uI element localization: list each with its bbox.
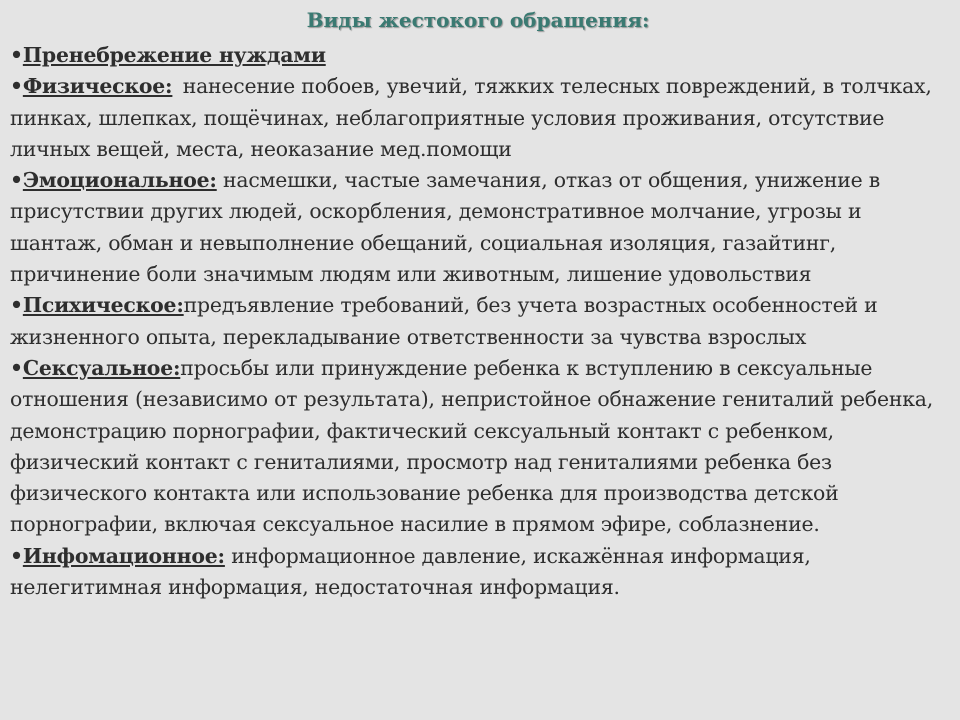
list-item-psychological — [10, 290, 946, 353]
item-term: Пренебрежение нуждами — [22, 43, 326, 67]
list-item-emotional — [10, 165, 946, 290]
abuse-types-list — [10, 40, 946, 603]
item-term: Эмоциональное: — [22, 168, 217, 193]
item-term: Сексуальное: — [22, 355, 181, 380]
item-description: информационное давление, искажённая информация, нелегитимная информация, недостаточная информация. — [10, 543, 811, 600]
bullet-icon: • — [10, 543, 23, 568]
list-item-physical — [10, 71, 946, 165]
item-term: Инфомационное: — [22, 543, 225, 568]
list-item-neglect — [10, 40, 946, 71]
bullet-icon: • — [10, 168, 23, 193]
item-description: насмешки, частые замечания, отказ от общения, унижение в присутствии других людей, оскорбления, демонстративное молчание, угрозы и шантаж, обман и невыполнение обещаний, социальная изоляция, газайтинг, причинение боли значимым людям или животным, лишение удовольствия — [10, 168, 881, 287]
item-term: Физическое: — [22, 74, 173, 99]
bullet-icon: • — [10, 74, 23, 99]
item-description: предъявление требований, без учета возрастных особенностей и жизненного опыта, перекладывание ответственности за чувства взрослых — [10, 293, 878, 349]
list-item-sexual — [10, 353, 946, 541]
list-item-informational — [10, 541, 946, 604]
item-term: Психическое: — [22, 293, 184, 318]
item-description: нанесение побоев, увечий, тяжких телесных повреждений, в толчках, пинках, шлепках, пощёчинах, неблагоприятные условия проживания, отсутствие личных вещей, места, неоказание мед.помощи — [10, 74, 932, 161]
slide-title: Виды жестокого обращения: — [306, 8, 650, 32]
bullet-icon: • — [10, 293, 23, 318]
bullet-icon: • — [10, 43, 23, 67]
bullet-icon: • — [10, 355, 23, 380]
item-description: просьбы или принуждение ребенка к вступлению в сексуальные отношения (независимо от результата), непристойное обнажение гениталий ребенка, демонстрацию порнографии, фактический сексуальный контакт с ребенком, физический контакт с гениталиями, просмотр над гениталиями ребенка без физического контакта или использование ребенка для производства детской порнографии, включая сексуальное насилие в прямом эфире, соблазнение. — [10, 355, 934, 537]
